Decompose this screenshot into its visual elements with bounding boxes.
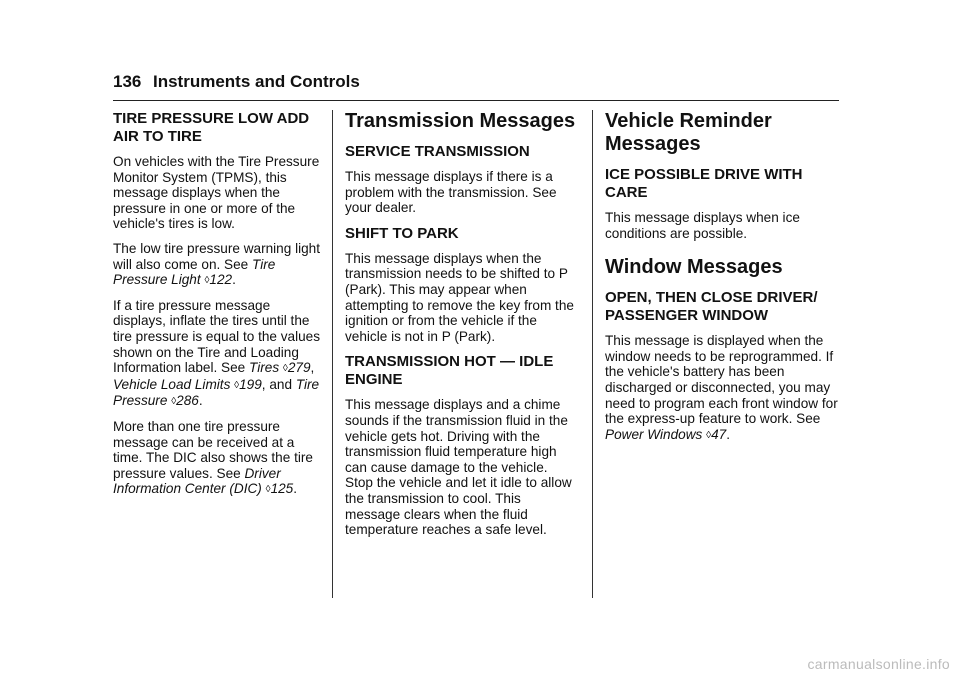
link-tires[interactable]: Tires xyxy=(249,360,280,376)
paragraph: This message displays when ice conditions are possible. xyxy=(605,210,800,241)
column-divider xyxy=(592,110,593,598)
page-ref-number: 286 xyxy=(176,393,199,409)
section-title: Instruments and Controls xyxy=(153,72,360,91)
link-driver-information-center[interactable]: Driver Information Center (DIC) xyxy=(113,465,281,497)
paragraph: The low tire pressure warning light will also come on. See Tire Pressure Light ◊122. xyxy=(113,240,321,288)
column-vehicle-window xyxy=(605,110,845,452)
page-header xyxy=(113,72,839,101)
page-ref-number: 279 xyxy=(287,360,311,376)
heading-transmission-messages: Transmission Messages xyxy=(345,110,576,132)
page-ref-icon: ◊ xyxy=(234,379,240,391)
page-ref-number: 122 xyxy=(209,272,233,288)
page-ref-icon: ◊ xyxy=(706,429,712,441)
paragraph: This message displays and a chime sounds if the transmission fluid in the vehicle gets hot. Driving with the transmission fluid temperature high can cause damage to the vehicle. Stop the vehicle and let it idle to allow the transmission to cool. This message clears when the fluid temperature reaches a safe level. xyxy=(345,397,572,538)
column-tire-pressure xyxy=(113,110,325,507)
heading-shift-to-park: SHIFT TO PARK xyxy=(345,224,459,242)
paragraph: If a tire pressure message displays, inflate the tires until the tire pressure is equal to the values shown on the Tire and Loading Information label. See Tires ◊279, Vehicle Load Limits ◊199, and Tire Pressure ◊286. xyxy=(113,297,321,409)
page-ref-number: 199 xyxy=(239,376,262,392)
heading-ice-possible: ICE POSSIBLE DRIVE WITH CARE xyxy=(605,166,803,201)
paragraph: On vehicles with the Tire Pressure Monitor System (TPMS), this message displays when the pressure in one or more of the vehicle's tires is low. xyxy=(113,154,320,232)
link-vehicle-load-limits[interactable]: Vehicle Load Limits xyxy=(113,376,231,392)
page-ref-number: 47 xyxy=(711,426,727,442)
link-tire-pressure[interactable]: Tire Pressure xyxy=(113,376,320,409)
paragraph: This message displays if there is a problem with the transmission. See your dealer. xyxy=(345,169,557,216)
link-power-windows[interactable]: Power Windows xyxy=(605,426,703,442)
paragraph: This message displays when the transmission needs to be shifted to P (Park). This may appear when attempting to remove the key from the ignition or from the vehicle if the vehicle is not in P (Park). xyxy=(345,250,574,344)
heading-tire-pressure-low: TIRE PRESSURE LOW ADD AIR TO TIRE xyxy=(113,110,310,145)
heading-open-then-close-window: OPEN, THEN CLOSE DRIVER/ PASSENGER WINDOW xyxy=(605,289,818,325)
paragraph: This message is displayed when the window needs to be reprogrammed. If the vehicle's battery has been discharged or disconnected, you may need to program each front window for the express-up feature to work. See Power Windows ◊47. xyxy=(605,333,838,442)
watermark: carmanualsonline.info xyxy=(807,656,950,672)
page-ref-icon: ◊ xyxy=(171,396,177,408)
column-divider xyxy=(332,110,333,598)
heading-service-transmission: SERVICE TRANSMISSION xyxy=(345,143,530,160)
heading-transmission-hot: TRANSMISSION HOT — IDLE ENGINE xyxy=(345,353,554,389)
column-transmission xyxy=(345,110,577,547)
page-ref-icon: ◊ xyxy=(265,484,271,496)
page-ref-icon: ◊ xyxy=(282,363,288,375)
link-tire-pressure-light[interactable]: Tire Pressure Light xyxy=(113,256,276,288)
page-ref-icon: ◊ xyxy=(204,275,210,287)
page-number: 136 xyxy=(113,72,142,91)
paragraph: More than one tire pressure message can be received at a time. The DIC also shows the tire pressure values. See Driver Information Center (DIC) ◊125. xyxy=(113,418,313,497)
heading-vehicle-reminder-messages: Vehicle Reminder Messages xyxy=(605,110,772,155)
page-ref-number: 125 xyxy=(270,481,294,497)
heading-window-messages: Window Messages xyxy=(605,256,783,279)
